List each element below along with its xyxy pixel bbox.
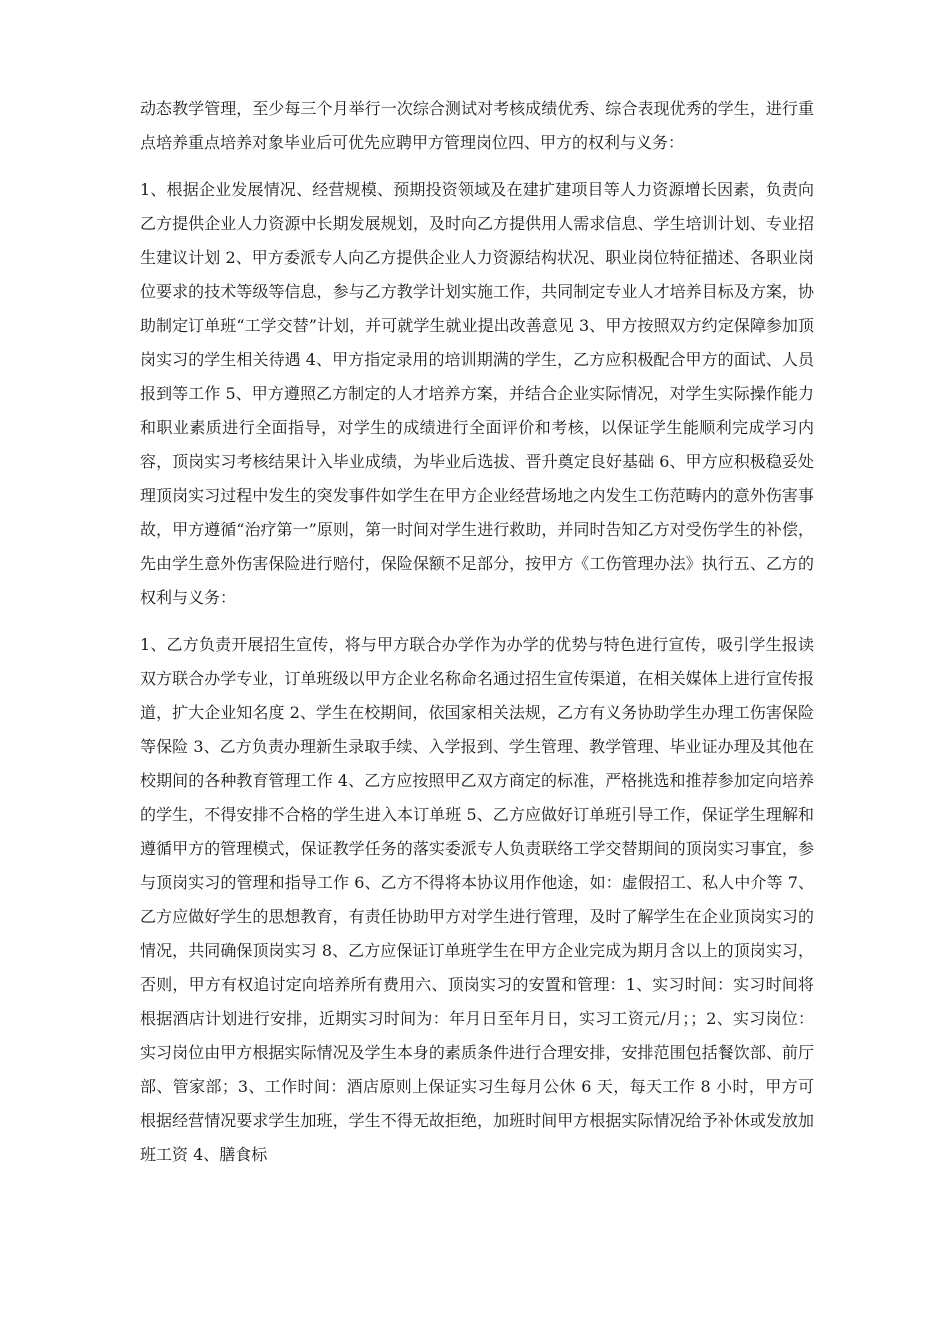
paragraph-party-a-duties: 1、根据企业发展情况、经营规模、预期投资领域及在建扩建项目等人力资源增长因素，负责向乙方提供企业人力资源中长期发展规划，及时向乙方提供用人需求信息、学生培训计划、专业招生建议计划 2、甲方委派专人向乙方提供企业人力资源结构状况、职业岗位特征描述、各职业岗位要求的技术等级等信息，参与乙方教学计划实施工作，共同制定专业人才培养目标及方案，协助制定订单班“工学交替”计划，并可就学生就业提出改善意见 3、甲方按照双方约定保障参加顶岗实习的学生相关待遇 4、甲方指定录用的培训期满的学生，乙方应积极配合甲方的面试、人员报到等工作 5、甲方遵照乙方制定的人才培养方案，并结合企业实际情况，对学生实际操作能力和职业素质进行全面指导，对学生的成绩进行全面评价和考核，以保证学生能顺利完成学习内容，顶岗实习考核结果计入毕业成绩，为毕业后选拔、晋升奠定良好基础 6、甲方应积极稳妥处理顶岗实习过程中发生的突发事件如学生在甲方企业经营场地之内发生工伤范畴内的意外伤害事故，甲方遵循“治疗第一”原则，第一时间对学生进行救助，并同时告知乙方对受伤学生的补偿，先由学生意外伤害保险进行赔付，保险保额不足部分，按甲方《工伤管理办法》执行五、乙方的权利与义务： [140, 180, 814, 607]
document-body [140, 92, 814, 1185]
paragraph-party-b-duties: 1、乙方负责开展招生宣传，将与甲方联合办学作为办学的优势与特色进行宣传，吸引学生报读双方联合办学专业，订单班级以甲方企业名称命名通过招生宣传渠道，在相关媒体上进行宣传报道，扩大企业知名度 2、学生在校期间，依国家相关法规，乙方有义务协助学生办理工伤害保险等保险 3、乙方负责办理新生录取手续、入学报到、学生管理、教学管理、毕业证办理及其他在校期间的各种教育管理工作 4、乙方应按照甲乙双方商定的标准，严格挑选和推荐参加定向培养的学生，不得安排不合格的学生进入本订单班 5、乙方应做好订单班引导工作，保证学生理解和遵循甲方的管理模式，保证教学任务的落实委派专人负责联络工学交替期间的顶岗实习事宜，参与顶岗实习的管理和指导工作 6、乙方不得将本协议用作他途，如：虚假招工、私人中介等 7、乙方应做好学生的思想教育，有责任协助甲方对学生进行管理，及时了解学生在企业顶岗实习的情况，共同确保顶岗实习 8、乙方应保证订单班学生在甲方企业完成为期月含以上的顶岗实习，否则，甲方有权追讨定向培养所有费用六、顶岗实习的安置和管理：1、实习时间：实习时间将根据酒店计划进行安排，近期实习时间为：年月日至年月日，实习工资元/月；；2、实习岗位：实习岗位由甲方根据实际情况及学生本身的素质条件进行合理安排，安排范围包括餐饮部、前厅部、管家部；3、工作时间：酒店原则上保证实习生每月公休 6 天，每天工作 8 小时，甲方可根据经营情况要求学生加班，学生不得无故拒绝，加班时间甲方根据实际情况给予补休或发放加班工资 4、膳食标 [140, 635, 814, 1164]
paragraph-intro: 动态教学管理，至少每三个月举行一次综合测试对考核成绩优秀、综合表现优秀的学生，进行重点培养重点培养对象毕业后可优先应聘甲方管理岗位四、甲方的权利与义务： [140, 99, 814, 152]
